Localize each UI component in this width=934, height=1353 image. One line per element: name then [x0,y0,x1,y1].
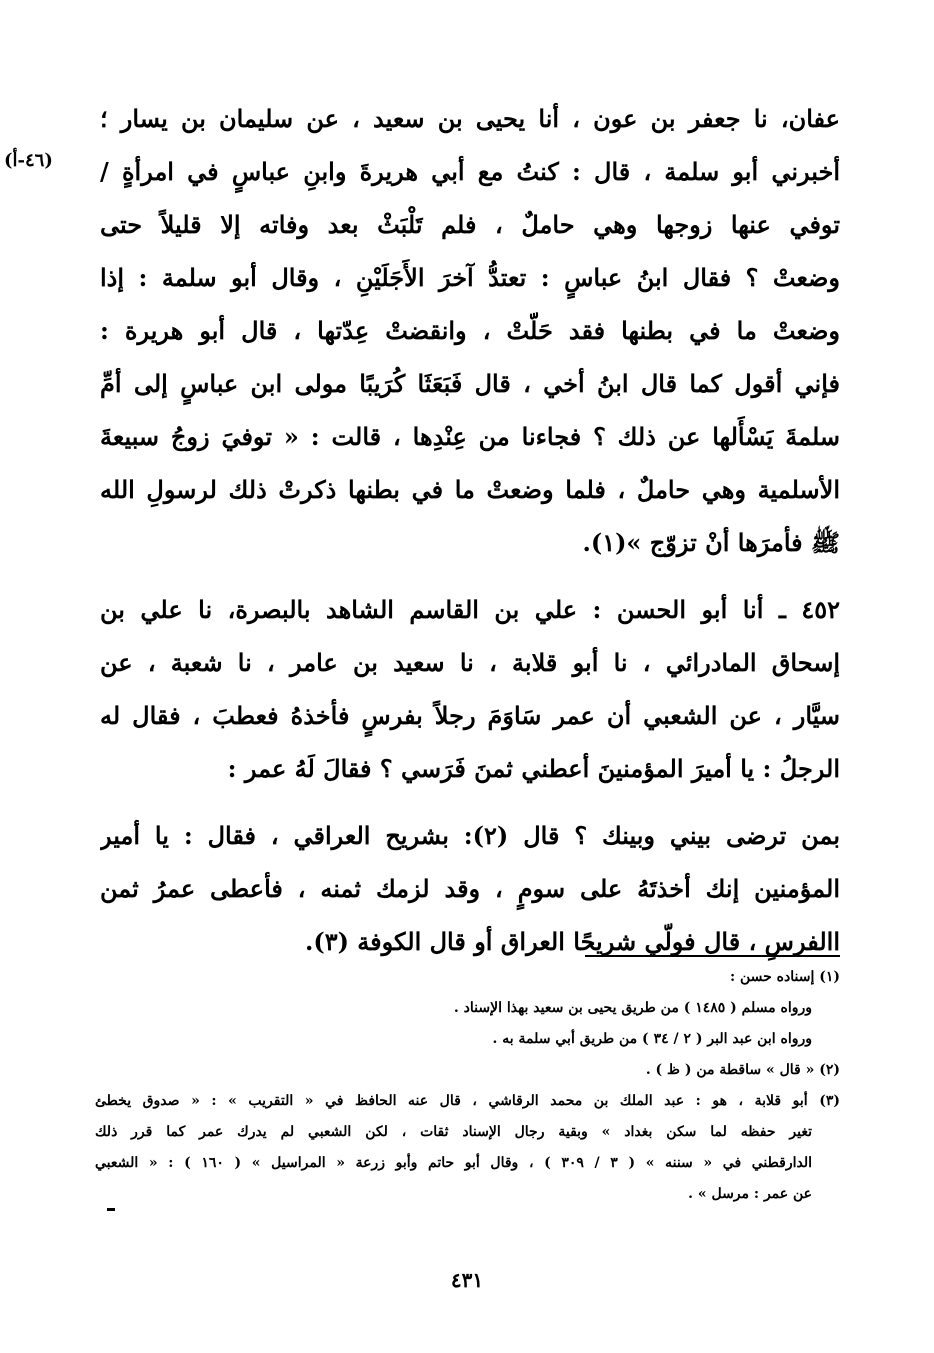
page-number: ٤٣١ [450,1268,484,1292]
text-line: فإني أقول كما قال ابنُ أخي ، قال فَبَعَثَا كُرَيبًا مولى ابن عباسٍ إلى أمِّ [100,369,840,398]
footnote-divider [585,955,840,957]
text-line: وضعتْ ما في بطنها فقد حَلّتْ ، وانقضتْ عِدّتها ، قال أبو هريرة : [100,316,840,345]
text-line: عفان، نا جعفر بن عون ، أنا يحيى بن سعيد ، عن سليمان بن يسار ؛ [100,104,840,133]
text-line: ٤٥٢ ـ أنا أبو الحسن : علي بن القاسم الشاهد بالبصرة، نا علي بن [100,595,840,624]
text-line: االفرسِ ، قال فولّي شريحًا العراق أو قال الكوفة (٣). [304,927,840,956]
text-line: أخبرني أبو سلمة ، قال : كنتُ مع أبي هريرةَ وابنِ عباسٍ في امرأةٍ / [100,157,840,186]
text-line: سلمةَ يَسْأَلها عن ذلك ؟ فجاءنا من عِنْدِها ، قالت : « توفيَ زوجُ سبيعةَ [100,422,840,451]
margin-reference: (٤٦-أ) [4,150,53,171]
footnotes [95,962,840,1210]
footnote-line: الدارقطني في « سننه » ( ٣ / ٣٠٩ ) ، وقال أبو حاتم وأبو زرعة « المراسيل » ( ١٦٠ ) : « الشعبي [95,1155,812,1171]
footnote-line: (١) إسناده حسن : [729,969,840,985]
text-line: الرجلُ : يا أميرَ المؤمنينَ أعطني ثمنَ فَرَسي ؟ فقالَ لَهُ عمر : [227,754,840,783]
text-line: وضعتْ ؟ فقال ابنُ عباسٍ : تعتدُّ آخرَ الأَجَلَيْنِ ، وقال أبو سلمة : إذا [100,263,840,292]
paragraph-gap [100,795,840,809]
text-line: بمن ترضى بيني وبينك ؟ قال (٢): بشريح العراقي ، فقال : يا أمير [100,821,840,850]
paragraph-gap [100,569,840,583]
main-text [100,92,840,968]
footnote-line: ورواه مسلم ( ١٤٨٥ ) من طريق يحيى بن سعيد بهذا الإسناد . [453,1000,812,1016]
text-line: سيَّار ، عن الشعبي أن عمر سَاوَمَ رجلاً بفرسٍ فأخذهُ فعطبَ ، فقال له [100,701,840,730]
footnote-3 [95,1086,840,1210]
footnote-line: ورواه ابن عبد البر ( ٢ / ٣٤ ) من طريق أبي سلمة به . [492,1031,812,1047]
paragraph-1 [100,92,840,569]
text-line: إسحاق المادرائي ، نا أبو قلابة ، نا سعيد بن عامر ، نا شعبة ، عن [100,648,840,677]
footnote-line: عن عمر : مرسل » . [688,1186,812,1202]
footnote-line: (٣) أبو قلابة ، هو : عبد الملك بن محمد الرقاشي ، قال عنه الحافظ في « التقريب » : « صدوق يخطئ [95,1093,840,1109]
footnote-2 [95,1055,840,1086]
text-line: الأسلمية وهي حاملٌ ، فلما وضعتْ ما في بطنها ذكرتْ ذلك لرسولِ الله [100,475,840,504]
paragraph-3 [100,809,840,968]
paragraph-2 [100,583,840,795]
text-line: ﷺ فأمرَها أنْ تزوّج »(١). [582,528,840,557]
text-line: المؤمنين إنك أخذتَهُ على سومٍ ، وقد لزمك ثمنه ، فأعطى عمرُ ثمن [100,874,840,903]
footnote-line: تغير حفظه لما سكن بغداد » وبقية رجال الإسناد ثقات ، لكن الشعبي لم يدرك عمر كما قرر ذلك [95,1124,812,1140]
footnote-1 [95,962,840,1055]
text-line: توفي عنها زوجها وهي حاملٌ ، فلم تَلْبَثْ بعد وفاته إلا قليلاً حتى [100,210,840,239]
scan-mark [107,1208,115,1211]
footnote-line: (٢) « قال » ساقطة من ( ظ ) . [645,1062,840,1078]
